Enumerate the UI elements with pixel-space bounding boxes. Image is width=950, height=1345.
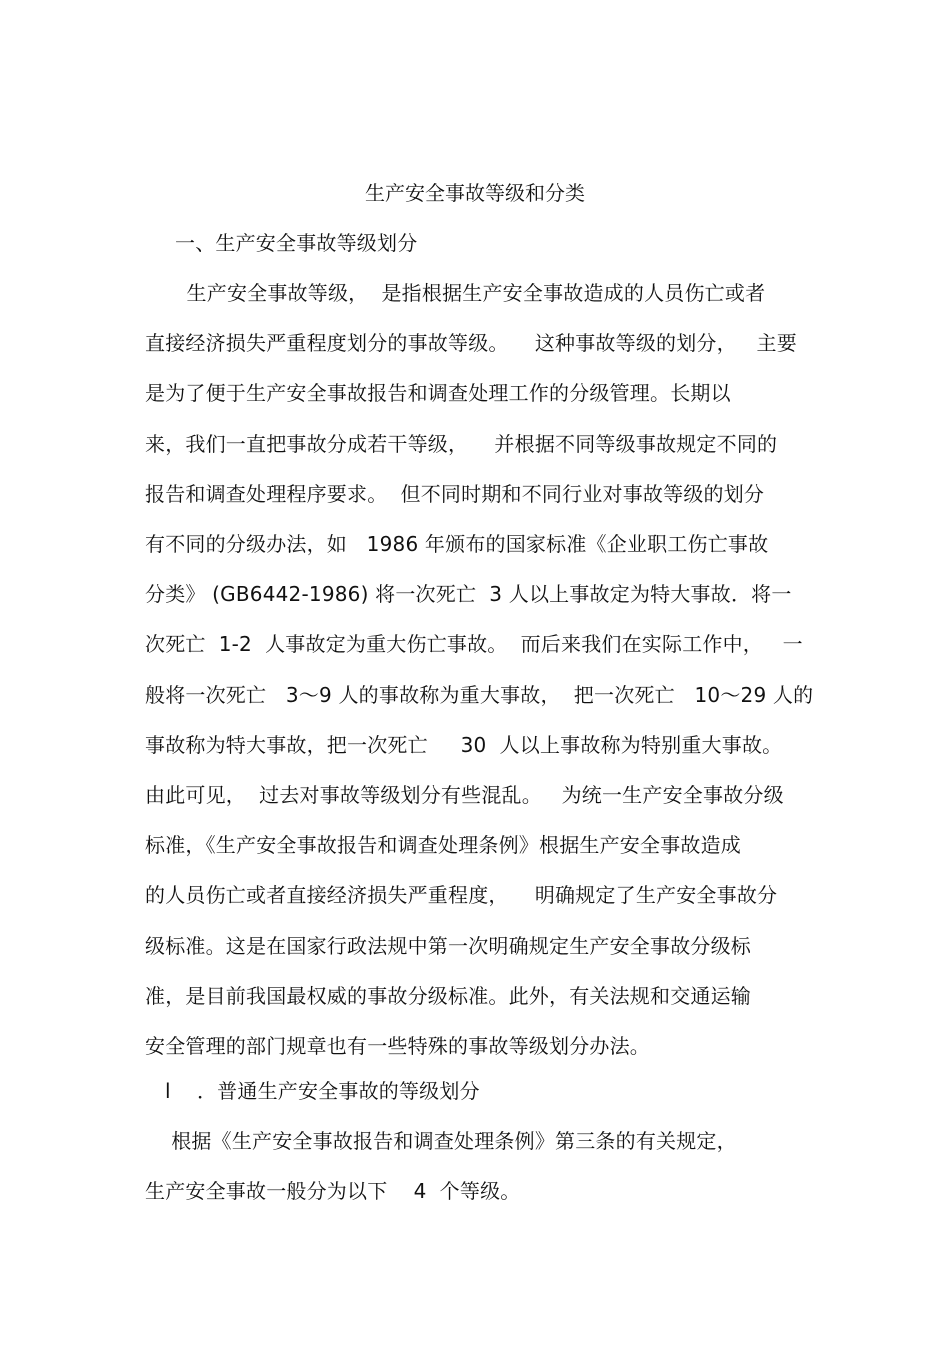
paragraph-line: 的人员伤亡或者直接经济损失严重程度， 明确规定了生产安全事故分 [145,883,778,908]
paragraph-line: 般将一次死亡 3～9 人的事故称为重大事故， 把一次死亡 10～29 人的 [145,682,814,707]
paragraph-line: 由此可见， 过去对事故等级划分有些混乱。 为统一生产安全事故分级 [145,783,784,807]
paragraph-line: 是为了便于生产安全事故报告和调查处理工作的分级管理。长期以 [145,381,731,406]
paragraph-line: 安全管理的部门规章也有一些特殊的事故等级划分办法。 [145,1034,650,1058]
paragraph-line: 次死亡 1-2 人事故定为重大伤亡事故。 而后来我们在实际工作中， 一 [145,632,803,657]
paragraph-line: 有不同的分级办法，如 1986 年颁布的国家标准《企业职工伤亡事故 [145,532,769,556]
paragraph-line: 事故称为特大事故，把一次死亡 30 人以上事故称为特别重大事故。 [145,732,783,757]
paragraph-line: 直接经济损失严重程度划分的事故等级。 这种事故等级的划分， 主要 [145,331,797,356]
paragraph-line: 级标准。这是在国家行政法规中第一次明确规定生产安全事故分级标 [145,933,751,958]
paragraph-line: 生产安全事故一般分为以下 4 个等级。 [145,1179,521,1203]
paragraph-line: 生产安全事故等级， 是指根据生产安全事故造成的人员伤亡或者 [180,281,766,305]
section-heading: 一、生产安全事故等级划分 [175,231,418,255]
subsection-heading: l ．普通生产安全事故的等级划分 [165,1079,480,1103]
paragraph-line: 准，是目前我国最权威的事故分级标准。此外，有关法规和交通运输 [145,983,751,1008]
paragraph-line: 分类》 (GB6442-1986) 将一次死亡 3 人以上事故定为特大事故．将一 [145,582,792,607]
paragraph-line: 来，我们一直把事故分成若干等级， 并根据不同等级事故规定不同的 [145,431,778,456]
document-title: 生产安全事故等级和分类 [365,181,585,205]
paragraph-line: 根据《生产安全事故报告和调查处理条例》第三条的有关规定， [145,1129,737,1153]
paragraph-line: 报告和调查处理程序要求。 但不同时期和不同行业对事故等级的划分 [145,481,765,506]
paragraph-line: 标准，《生产安全事故报告和调查处理条例》根据生产安全事故造成 [145,833,741,858]
